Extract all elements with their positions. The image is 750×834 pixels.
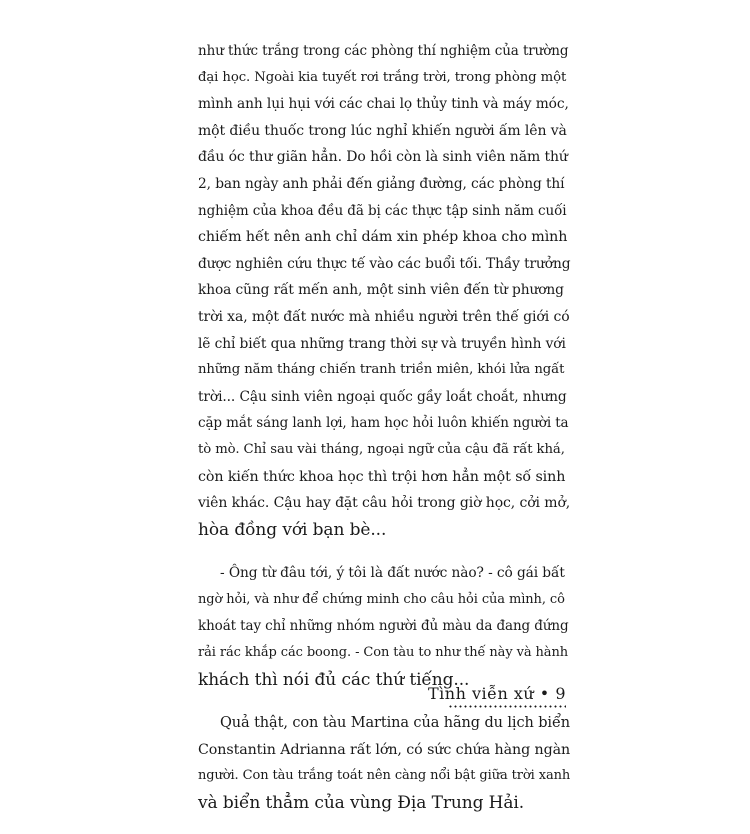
paragraph-3 [198,710,570,816]
text-line: khoa cũng rất mến anh, một sinh viên đến từ phương [198,282,564,299]
text-line: người. Con tàu trắng toát nên càng nổi bật giữa trời xanh [198,768,571,784]
text-line: chiếm hết nên anh chỉ dám xin phép khoa cho mình [198,229,568,246]
text-line: mình anh lụi hụi với các chai lọ thủy tinh và máy móc, [198,96,569,113]
text-line: khoát tay chỉ những nhóm người đủ màu da đang đứng [198,618,569,635]
dotted-rule [448,705,566,708]
text-line: cặp mắt sáng lanh lợi, ham học hỏi luôn khiến người ta [198,415,569,432]
text-line: một điều thuốc trong lúc nghỉ khiến người ấm lên và [198,122,567,139]
text-line: nghiệm của khoa đều đã bị các thực tập sinh năm cuối [198,202,567,219]
running-footer [428,684,566,703]
text-line: đại học. Ngoài kia tuyết rơi trắng trời, trong phòng một [198,69,567,85]
paragraph-2 [198,560,570,693]
text-line: Constantin Adrianna rất lớn, có sức chứa hàng ngàn [198,741,571,758]
book-title: Tình viễn xứ [427,684,535,703]
text-line: hòa đồng với bạn bè... [198,519,387,540]
text-line: khách thì nói đủ các thứ tiếng... [198,669,470,690]
text-line: tò mò. Chỉ sau vài tháng, ngoại ngữ của cậu đã rất khá, [198,441,565,457]
page-number: 9 [555,684,566,703]
text-line: được nghiên cứu thực tế vào các buổi tối. Thầy trưởng [198,255,571,272]
text-line: lẽ chỉ biết qua những trang thời sự và truyền hình với [198,335,566,352]
text-line: trời xa, một đất nước mà nhiều người trên thế giới có [198,308,570,325]
text-line: trời... Cậu sinh viên ngoại quốc gầy loắt choắt, nhưng [198,388,567,405]
text-line: rải rác khắp các boong. - Con tàu to như thế này và hành [198,645,569,661]
text-line: những năm tháng chiến tranh triền miên, khói lửa ngất [198,362,565,378]
footer-separator: • [539,684,550,703]
text-line: ngờ hỏi, và như để chứng minh cho câu hỏi của mình, cô [198,591,565,607]
text-line: Quả thật, con tàu Martina của hãng du lịch biển [220,715,571,732]
page-body [198,38,570,834]
paragraph-1 [198,38,570,543]
text-line: 2, ban ngày anh phải đến giảng đường, các phòng thí [198,175,565,192]
text-line: và biển thẳm của vùng Địa Trung Hải. [198,793,525,814]
text-line: như thức trắng trong các phòng thí nghiệm của trường [198,43,569,59]
text-line: còn kiến thức khoa học thì trội hơn hẳn một số sinh [198,468,566,485]
text-line: đầu óc thư giãn hẳn. Do hồi còn là sinh viên năm thứ [198,149,568,166]
text-line: viên khác. Cậu hay đặt câu hỏi trong giờ học, cởi mở, [198,495,571,512]
text-line: - Ông từ đâu tới, ý tôi là đất nước nào? - cô gái bất [220,565,565,582]
